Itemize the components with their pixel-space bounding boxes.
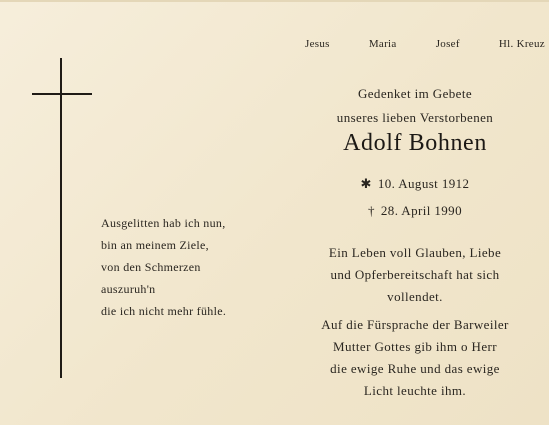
death-date-text: 28. April 1990	[380, 203, 462, 218]
paragraph-line: und Opferbereitschaft hat sich	[330, 267, 500, 282]
death-date	[305, 203, 525, 219]
star-icon: ✱	[360, 176, 372, 191]
birth-date-text: 10. August 1912	[377, 176, 470, 191]
poem-line: bin an meinem Ziele,	[101, 238, 209, 252]
holy-name: Jesus	[305, 38, 330, 50]
paragraph-line: Ein Leben voll Glauben, Liebe	[328, 245, 502, 260]
poem-line: auszuruh'n	[101, 282, 156, 296]
paragraph-line: Auf die Fürsprache der Barweiler	[321, 317, 509, 332]
memorial-line-2: unseres lieben Verstorbenen	[336, 110, 494, 125]
cross-icon-vertical	[60, 58, 62, 378]
poem-line: Ausgelitten hab ich nun,	[101, 216, 226, 230]
paragraph-line: vollendet.	[387, 289, 443, 304]
holy-name: Josef	[435, 38, 460, 50]
prayer-paragraph	[305, 314, 525, 402]
holy-name: Maria	[368, 38, 397, 50]
cross-icon-horizontal	[32, 93, 92, 95]
poem-line: von den Schmerzen	[101, 260, 201, 274]
birth-date	[305, 176, 525, 192]
dagger-icon: †	[368, 203, 375, 218]
paragraph-line: Mutter Gottes gib ihm o Herr	[333, 339, 497, 354]
memorial-line-1: Gedenket im Gebete	[357, 86, 473, 101]
poem	[101, 212, 291, 322]
paragraph-line: Licht leuchte ihm.	[363, 383, 467, 398]
holy-name: Hl. Kreuz	[498, 38, 545, 50]
paragraph-line: die ewige Ruhe und das ewige	[330, 361, 500, 376]
holy-names-header	[305, 38, 545, 50]
poem-line: die ich nicht mehr fühle.	[101, 304, 227, 318]
deceased-name: Adolf Bohnen	[343, 130, 487, 156]
card-fold-edge	[0, 0, 549, 2]
life-paragraph	[305, 242, 525, 308]
